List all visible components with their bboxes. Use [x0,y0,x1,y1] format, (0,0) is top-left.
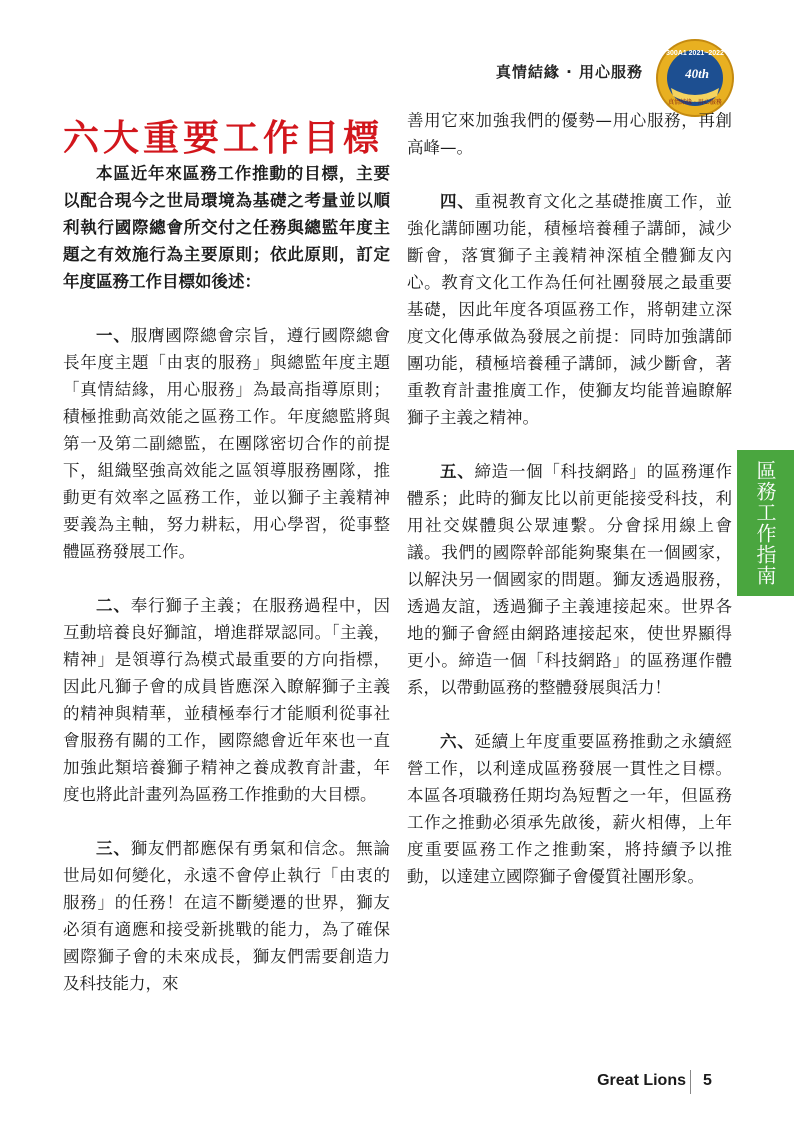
emblem-motto: 真情結緣 · 用心服務 [668,99,722,106]
goal-number: 六、 [440,732,475,751]
goal-text: 締造一個「科技網路」的區務運作體系；此時的獅友比以前更能接受科技，利用社交媒體與公眾連繫。分會採用線上會議。我們的國際幹部能夠聚集在一個國家，以解決另一個國家的問題。獅友透過服務，透過友誼，透過獅子主義連接起來。世界各地的獅子會經由網路連接起來，使世界顯得更小。締造一個「科技網路」的區務運作體系，以帶動區務的整體發展與活力！ [407,462,732,697]
goal-paragraph-continued: 善用它來加強我們的優勢—用心服務，再創高峰—。 [407,111,732,157]
emblem-years: 300A1 2021~2022 [666,50,724,57]
goal-number: 二、 [96,596,131,615]
column-right [407,107,732,890]
goal-paragraph [407,188,732,431]
goal-paragraph [63,835,390,997]
page-title: 六大重要工作目標 [63,117,384,159]
lions-emblem-icon [655,38,735,118]
goal-text: 服膺國際總會宗旨，遵行國際總會長年度主題「由衷的服務」與總監年度主題「真情結緣，用心服務」為最高指導原則；積極推動高效能之區務工作。年度總監將與第一及第二副總監，在團隊密切合作的前提下，組織堅強高效能之區領導服務團隊，推動更有效率之區務工作，並以獅子主義精神要義為主軸，努力耕耘，用心學習，從事整體區務發展工作。 [63,326,390,561]
goal-number: 四、 [440,192,475,211]
goal-text: 延續上年度重要區務推動之永續經營工作，以利達成區務發展一貫性之目標。本區各項職務任期均為短暫之一年，但區務工作之推動必須承先啟後，薪火相傳，上年度重要區務工作之推動案，將持續予以推動，以達建立國際獅子會優質社團形象。 [407,732,732,886]
footer-divider [690,1070,691,1094]
goal-paragraph [407,458,732,701]
header-slogan: 真情結緣 · 用心服務 [495,63,643,81]
intro-paragraph: 本區近年來區務工作推動的目標，主要以配合現今之世局環境為基礎之考量並以順利執行國際總會所交付之任務與總監年度主題之有效施行為主要原則；依此原則，訂定年度區務工作目標如後述： [63,164,390,291]
goal-paragraph [63,592,390,808]
goal-paragraph [63,322,390,565]
column-left [63,160,390,997]
goal-text: 重視教育文化之基礎推廣工作，並強化講師團功能，積極培養種子講師，減少斷會，落實獅子主義精神深植全體獅友內心。教育文化工作為任何社團發展之最重要基礎，因此年度各項區務工作，將朝建立深度文化傳承做為發展之前提：同時加強講師團功能，積極培養種子講師，減少斷會，著重教育計畫推廣工作，使獅友均能普遍瞭解獅子主義之精神。 [407,192,732,427]
page-number: 5 [703,1072,712,1089]
goal-text: 奉行獅子主義；在服務過程中，因互動培養良好獅誼，增進群眾認同。「主義，精神」是領導行為模式最重要的方向指標，因此凡獅子會的成員皆應深入瞭解獅子主義的精神與精華，並積極奉行才能順利從事社會服務有關的工作，國際總會近年來也一直加強此類培養獅子精神之養成教育計畫，年度也將此計畫列為區務工作推動的大目標。 [63,596,390,804]
goal-number: 三、 [96,839,131,858]
footer-brand: Great Lions [597,1072,686,1089]
goal-number: 一、 [96,326,131,345]
goal-paragraph [407,728,732,890]
emblem-anniversary: 40th [685,66,709,81]
goal-text: 獅友們都應保有勇氣和信念。無論世局如何變化，永遠不會停止執行「由衷的服務」的任務！在這不斷變遷的世界，獅友必須有適應和接受新挑戰的能力，為了確保國際獅子會的未來成長，獅友們需要創造力及科技能力，來 [63,839,390,993]
section-side-tab: 區務工作指南 [737,450,794,596]
goal-number: 五、 [440,462,475,481]
